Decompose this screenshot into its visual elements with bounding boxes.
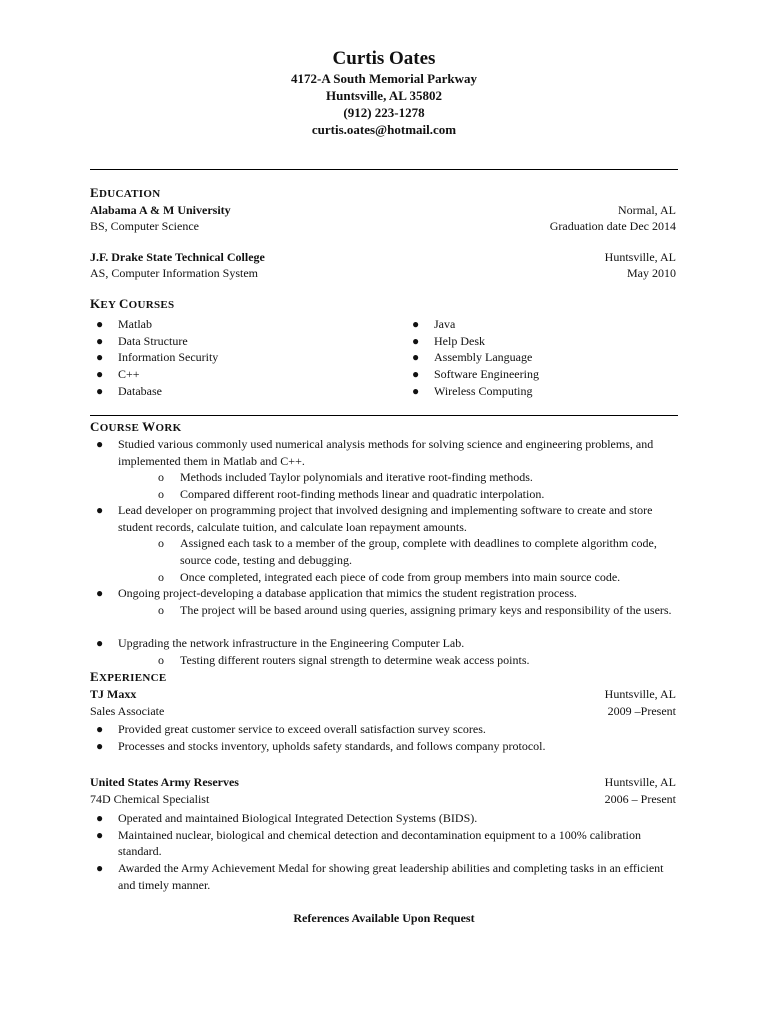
course-work-item-1: [90, 436, 678, 469]
course-work-subitem: o Compared different root-finding methods linear and quadratic interpolation.: [158, 487, 545, 501]
list-item: ● Lead developer on programming project that involved designing and implementing software to create and store student records, calculate tuition, and calculate loan repayment amounts.: [96, 503, 653, 534]
education-entry-2-header: [90, 249, 676, 265]
course-work-divider: [90, 415, 678, 416]
course-work-subitem: o Testing different routers signal strength to determine weak access points.: [158, 653, 530, 667]
list-item: ● Maintained nuclear, biological and chemical detection and decontamination equipment to a 100% calibration standard.: [96, 827, 642, 859]
education-entry-1-header: [90, 202, 676, 218]
list-item: ● Ongoing project-developing a database application that mimics the student registration process.: [96, 586, 577, 600]
job-1-detail: [90, 703, 676, 719]
list-item: ● C++: [96, 367, 140, 382]
course-work-item-3: [90, 585, 678, 602]
course-work-item-4: [90, 635, 678, 652]
references-note: References Available Upon Request: [293, 911, 475, 925]
email-address: curtis.oates@hotmail.com: [311, 122, 457, 137]
list-item: ● Processes and stocks inventory, upholds safety standards, and follows company protocol.: [96, 738, 546, 753]
graduation-date: May 2010: [627, 266, 676, 280]
job-2-detail: [90, 791, 676, 807]
list-item: ● Awarded the Army Achievement Medal for showing great leadership abilities and completing tasks in an efficient and timely manner.: [96, 861, 664, 892]
list-item: ● Matlab: [96, 317, 152, 331]
degree: BS, Computer Science: [90, 219, 199, 233]
list-item: ● Java: [412, 317, 456, 331]
job-dates: 2006 – Present: [604, 792, 676, 806]
header-divider: [90, 169, 678, 170]
key-courses-right-list: [406, 316, 676, 400]
school-name: Alabama A & M University: [90, 203, 231, 217]
job-1-header: [90, 686, 676, 702]
list-item: ● Wireless Computing: [412, 383, 533, 398]
course-work-subitem: o Assigned each task to a member of the group, complete with deadlines to complete algorithm code, source code, testing and debugging.: [158, 536, 657, 567]
education-heading: EDUCATION: [90, 185, 161, 200]
list-item: ● Information Security: [96, 350, 219, 365]
graduation-date: Graduation date Dec 2014: [549, 219, 676, 233]
list-item: ● Software Engineering: [412, 367, 539, 382]
employer-name: United States Army Reserves: [90, 775, 239, 789]
course-work-item-2: [90, 502, 678, 535]
list-item: ● Data Structure: [96, 333, 188, 348]
key-courses-heading: KEY COURSES: [90, 296, 175, 311]
candidate-name: Curtis Oates: [332, 48, 436, 69]
phone-number: (912) 223-1278: [343, 105, 425, 120]
job-1-bullets: [90, 721, 678, 754]
course-work-subitem: o The project will be based around using queries, assigning primary keys and responsibility of the users.: [158, 603, 672, 617]
job-title: Sales Associate: [90, 704, 165, 718]
list-item: ● Operated and maintained Biological Integrated Detection Systems (BIDS).: [96, 811, 478, 825]
resume-header: [0, 48, 768, 138]
job-title: 74D Chemical Specialist: [90, 792, 210, 806]
list-item: ● Help Desk: [412, 333, 485, 348]
job-2-bullets: [90, 810, 678, 894]
list-item: ● Database: [96, 383, 162, 398]
job-location: Huntsville, AL: [604, 775, 676, 789]
list-item: ● Studied various commonly used numerical analysis methods for solving science and engineering problems, and implemented them in Matlab and C++.: [96, 437, 654, 468]
employer-name: TJ Maxx: [90, 687, 137, 701]
school-name: J.F. Drake State Technical College: [90, 250, 265, 264]
list-item: ● Assembly Language: [412, 350, 533, 365]
education-entry-2-detail: [90, 265, 676, 281]
job-location: Huntsville, AL: [604, 687, 676, 701]
school-location: Normal, AL: [618, 203, 676, 217]
school-location: Huntsville, AL: [604, 250, 676, 264]
list-item: ● Provided great customer service to exceed overall satisfaction survey scores.: [96, 722, 486, 736]
education-entry-1-detail: [90, 218, 676, 234]
degree: AS, Computer Information System: [90, 266, 258, 280]
course-work-subitem: o Once completed, integrated each piece of code from group members into main source code.: [158, 570, 621, 584]
key-courses-left-list: [90, 316, 390, 400]
course-work-subitem: o Methods included Taylor polynomials and iterative root-finding methods.: [158, 470, 533, 484]
address-line-2: Huntsville, AL 35802: [326, 88, 442, 103]
job-2-header: [90, 774, 676, 790]
list-item: ● Upgrading the network infrastructure in the Engineering Computer Lab.: [96, 636, 465, 650]
course-work-heading: COURSE WORK: [90, 419, 182, 434]
address-line-1: 4172-A South Memorial Parkway: [291, 71, 477, 86]
job-dates: 2009 –Present: [607, 704, 676, 718]
experience-heading: EXPERIENCE: [90, 669, 167, 684]
